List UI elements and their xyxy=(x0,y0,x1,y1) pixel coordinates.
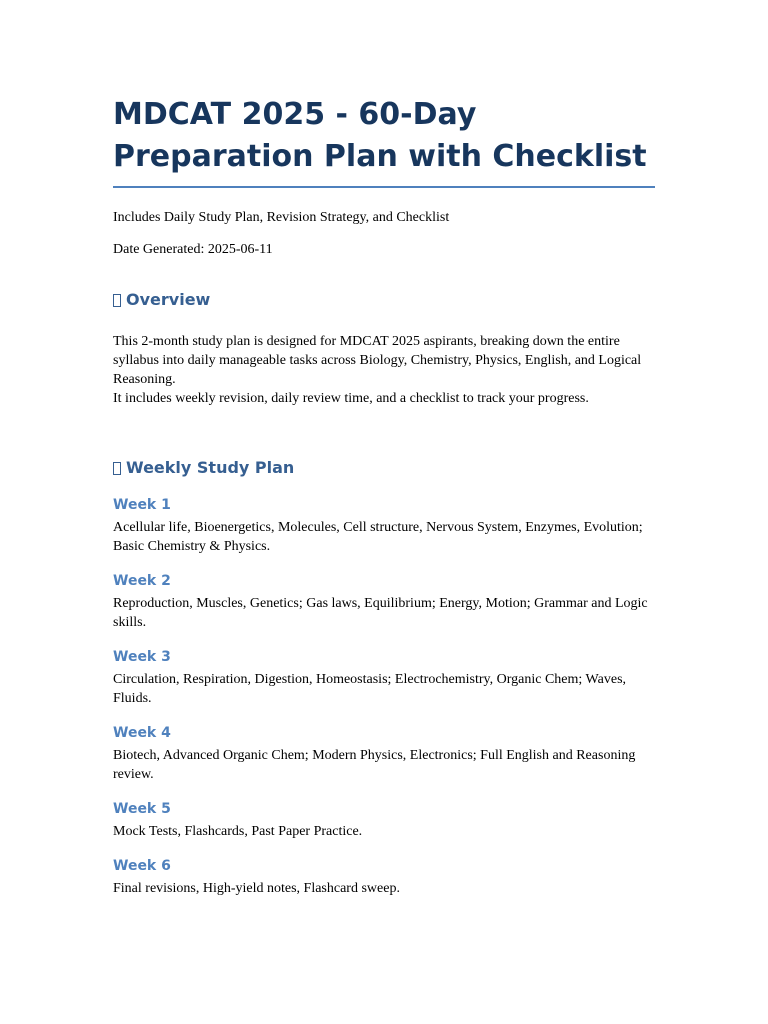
weekly-plan-heading-label: Weekly Study Plan xyxy=(126,458,295,477)
week-heading: Week 5 xyxy=(113,801,171,817)
missing-glyph-icon xyxy=(113,462,121,475)
week-heading: Week 1 xyxy=(113,497,171,513)
week-heading: Week 4 xyxy=(113,725,171,741)
week-content: Final revisions, High-yield notes, Flashcard sweep. xyxy=(113,881,400,896)
overview-text xyxy=(113,332,655,408)
overview-heading xyxy=(113,289,655,311)
document-title: MDCAT 2025 - 60-Day Preparation Plan with Checklist xyxy=(113,94,655,188)
week-section xyxy=(113,647,655,708)
week-heading: Week 3 xyxy=(113,649,171,665)
week-content: Biotech, Advanced Organic Chem; Modern Physics, Electronics; Full English and Reasoning review. xyxy=(113,748,636,782)
week-content: Acellular life, Bioenergetics, Molecules, Cell structure, Nervous System, Enzymes, Evolution; Basic Chemistry & Physics. xyxy=(113,520,643,554)
document-subtitle: Includes Daily Study Plan, Revision Strategy, and Checklist xyxy=(113,210,450,225)
overview-paragraph: It includes weekly revision, daily review time, and a checklist to track your progress. xyxy=(113,391,589,406)
week-content: Circulation, Respiration, Digestion, Homeostasis; Electrochemistry, Organic Chem; Waves, Fluids. xyxy=(113,672,627,706)
week-section xyxy=(113,495,655,556)
week-heading: Week 2 xyxy=(113,573,171,589)
date-generated: Date Generated: 2025-06-11 xyxy=(113,242,273,257)
missing-glyph-icon xyxy=(113,294,121,307)
week-content: Reproduction, Muscles, Genetics; Gas laws, Equilibrium; Energy, Motion; Grammar and Logic skills. xyxy=(113,596,648,630)
overview-heading-label: Overview xyxy=(126,290,211,309)
week-section xyxy=(113,799,655,841)
week-heading: Week 6 xyxy=(113,858,171,874)
weekly-plan-heading xyxy=(113,457,655,479)
overview-paragraph: This 2-month study plan is designed for MDCAT 2025 aspirants, breaking down the entire syllabus into daily manageable tasks across Biology, Chemistry, Physics, English, and Logical Reasoning. xyxy=(113,334,642,387)
week-section xyxy=(113,856,655,898)
week-content: Mock Tests, Flashcards, Past Paper Practice. xyxy=(113,824,363,839)
week-section xyxy=(113,723,655,784)
week-section xyxy=(113,571,655,632)
